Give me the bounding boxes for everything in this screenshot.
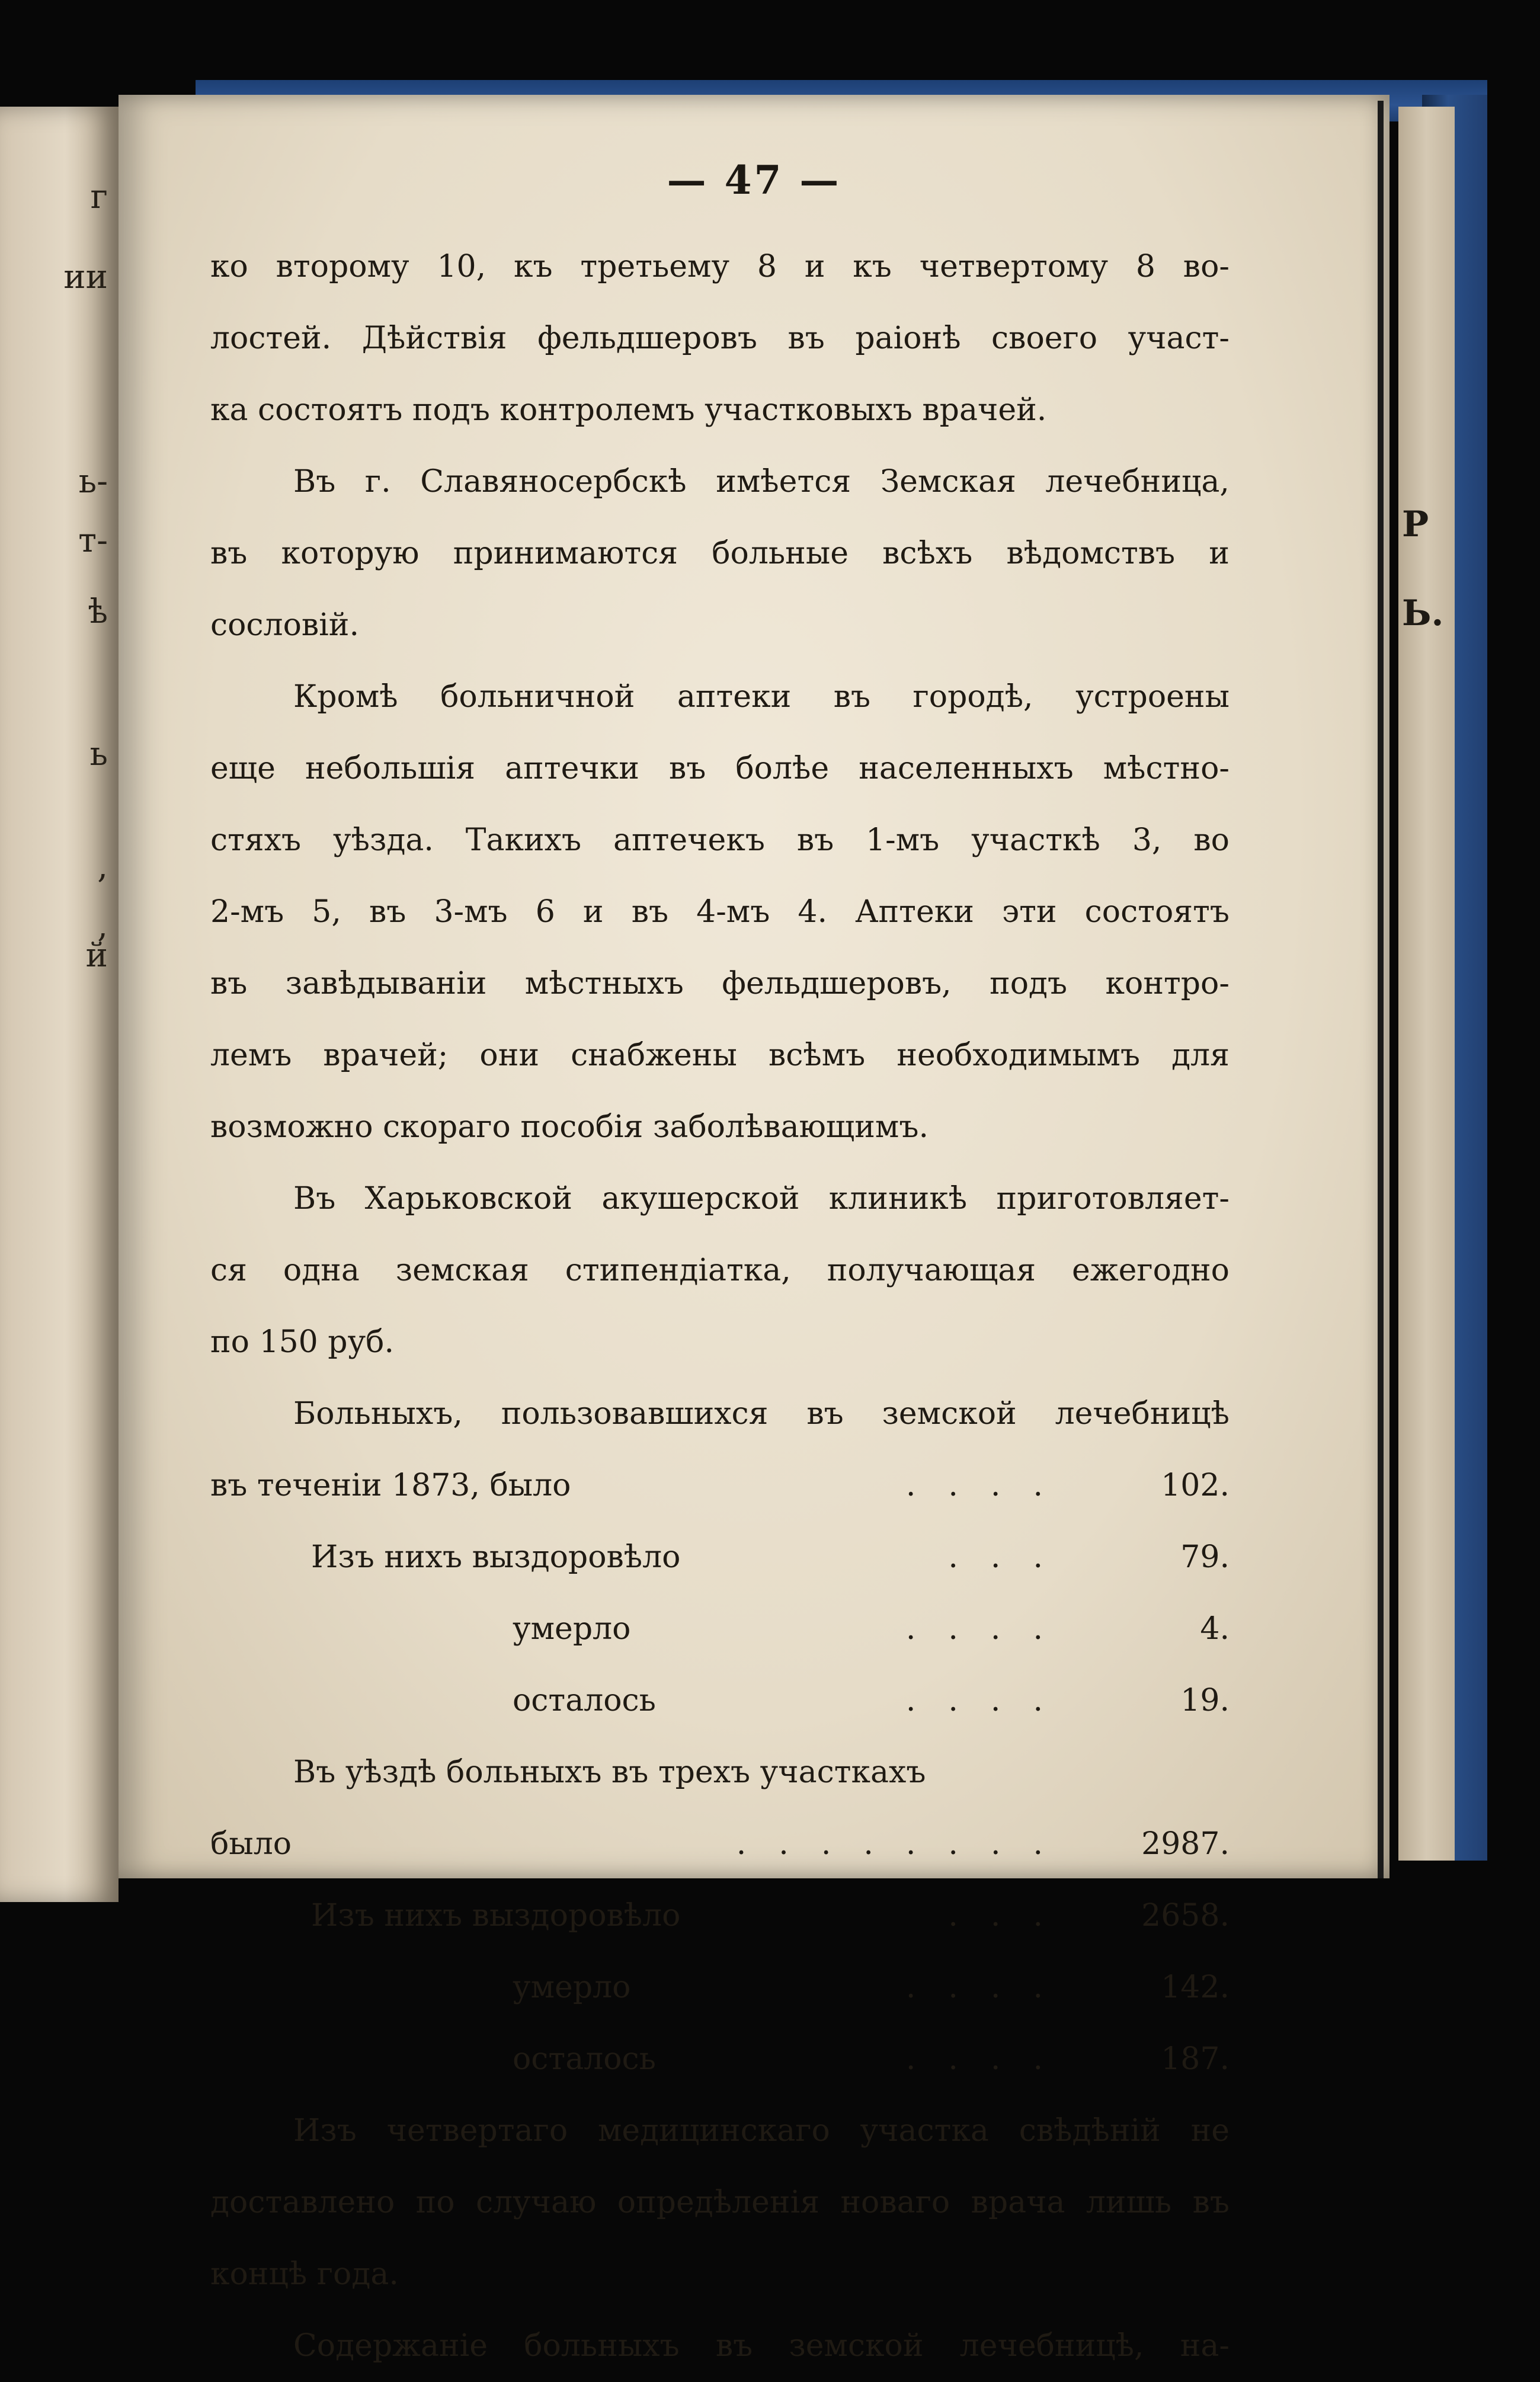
left-page-fragment: г [90, 178, 108, 216]
word: аптечки [505, 751, 639, 786]
word: новаго [840, 2185, 950, 2220]
word: аптечекъ [613, 822, 765, 858]
word: врачей; [323, 1038, 449, 1073]
word: Харьковской [364, 1181, 572, 1216]
word: третьему [580, 249, 730, 284]
next-page-fragment: Ь. [1402, 593, 1444, 634]
leader-dots: .... [905, 1970, 1075, 2005]
word: Земская [880, 464, 1016, 500]
word: участ- [1128, 321, 1230, 356]
stats-value: 2987. [1141, 1826, 1230, 1862]
word: 3, [1132, 822, 1162, 858]
stats-value: 2658. [1141, 1898, 1230, 1933]
word: городѣ, [913, 679, 1033, 715]
stats-row [210, 2024, 1230, 2095]
word: пользовавшихся [501, 1396, 769, 1432]
page-text [210, 231, 1230, 2382]
word: въ [1192, 2185, 1230, 2220]
word: мѣстно- [1103, 751, 1230, 786]
word: 8 [757, 249, 777, 284]
word: Въ [293, 464, 336, 500]
word: четвертаго [386, 2113, 568, 2149]
stats-value: 19. [1180, 1683, 1230, 1718]
word: опредѣленія [617, 2185, 820, 2220]
text-line: концѣ года. [210, 2256, 399, 2292]
stats-label: умерло [513, 1611, 631, 1647]
word: ежегодно [1072, 1253, 1230, 1288]
leader-dots: .... [905, 1468, 1075, 1503]
word: въ [369, 894, 406, 930]
word: 8 [1135, 249, 1155, 284]
word: въ [668, 751, 706, 786]
word: ся [210, 1253, 247, 1288]
word: къ [513, 249, 553, 284]
word: 6 [535, 894, 555, 930]
text-line [210, 1235, 1230, 1307]
word: фельдшеровъ, [722, 966, 952, 1001]
stats-row [210, 1450, 1230, 1522]
stats-row [210, 1952, 1230, 2024]
word: не [1190, 2113, 1230, 2149]
next-page-edge [1398, 107, 1455, 1861]
word: 1-мъ [866, 822, 940, 858]
left-page-fragment: , [97, 907, 108, 945]
word: 10, [437, 249, 486, 284]
word: еще [210, 751, 276, 786]
word: Больныхъ, [293, 1396, 463, 1432]
stats-row [210, 1808, 1230, 1880]
word: для [1171, 1038, 1230, 1073]
text-line [210, 1378, 1230, 1450]
word: въ [715, 2328, 753, 2364]
word: которую [281, 536, 420, 571]
word: они [479, 1038, 540, 1073]
word: эти [1001, 894, 1057, 930]
stats-value: 4. [1200, 1611, 1230, 1647]
stats-label: Изъ нихъ выздоровѣло [311, 1898, 681, 1933]
text-line [210, 661, 1230, 733]
word: свѣдѣній [1019, 2113, 1161, 2149]
word: принимаются [453, 536, 678, 571]
word: всѣмъ [768, 1038, 866, 1073]
word: своего [991, 321, 1098, 356]
stats-label: умерло [513, 1970, 631, 2005]
word: земская [395, 1253, 529, 1288]
word: лечебница, [1045, 464, 1230, 500]
word: и [1209, 536, 1230, 571]
stats-label: осталось [513, 2041, 656, 2077]
word: въ [806, 1396, 844, 1432]
leader-dots: ... [948, 1898, 1075, 1933]
word: лемъ [210, 1038, 292, 1073]
word: фельдшеровъ [537, 321, 757, 356]
word: земской [882, 1396, 1017, 1432]
leader-dots: .... [905, 1683, 1075, 1718]
word: въ [796, 822, 834, 858]
word: на- [1180, 2328, 1230, 2364]
word: 4. [798, 894, 828, 930]
text-line [210, 231, 1230, 303]
text-line [210, 1163, 1230, 1235]
text-line [210, 2167, 1230, 2239]
text-line: ка состоятъ подъ контролемъ участковыхъ врачей. [210, 392, 1047, 428]
word: Дѣйствія [361, 321, 507, 356]
stats-label: было [210, 1826, 292, 1862]
word: Кромѣ [293, 679, 398, 715]
left-page-fragment: т- [78, 521, 108, 560]
left-page-fragment: ии [63, 258, 108, 296]
word: приготовляет- [996, 1181, 1230, 1216]
word: четвертому [919, 249, 1109, 284]
word: лечебницѣ [1055, 1396, 1230, 1432]
word: больные [712, 536, 849, 571]
word: 3-мъ [434, 894, 508, 930]
word: клиникѣ [828, 1181, 968, 1216]
text-line [210, 303, 1230, 374]
word: и [804, 249, 825, 284]
word: во- [1183, 249, 1230, 284]
left-page-fragment: ь- [78, 462, 108, 501]
word: участкѣ [971, 822, 1100, 858]
word: по [415, 2185, 455, 2220]
word: больничной [440, 679, 635, 715]
word: Аптеки [855, 894, 974, 930]
stats-label: осталось [513, 1683, 656, 1718]
word: Славяносербскѣ [420, 464, 687, 500]
word: Изъ [293, 2113, 357, 2149]
text-line [210, 1020, 1230, 1091]
word: подъ [990, 966, 1068, 1001]
word: стяхъ [210, 822, 302, 858]
next-page-fragment: Р [1402, 504, 1429, 545]
stats-label: Изъ нихъ выздоровѣло [311, 1539, 681, 1575]
word: врача [971, 2185, 1065, 2220]
stats-value: 142. [1161, 1970, 1230, 2005]
word: больныхъ [524, 2328, 680, 2364]
text-line [210, 2095, 1230, 2167]
word: состоятъ [1084, 894, 1230, 930]
word: лечебницѣ, [959, 2328, 1144, 2364]
word: получающая [827, 1253, 1036, 1288]
word: необходимымъ [897, 1038, 1141, 1073]
text-line: Въ уѣздѣ больныхъ въ трехъ участкахъ [293, 1755, 926, 1790]
word: и [582, 894, 604, 930]
text-line: по 150 руб. [210, 1324, 394, 1360]
word: одна [283, 1253, 360, 1288]
page-number: — 47 — [667, 157, 841, 203]
text-line: возможно скораго пособія заболѣвающимъ. [210, 1109, 929, 1145]
word: Такихъ [465, 822, 582, 858]
word: въ [787, 321, 825, 356]
word: снабжены [571, 1038, 737, 1073]
word: населенныхъ [859, 751, 1074, 786]
leader-dots: .... [905, 1611, 1075, 1647]
text-line [210, 948, 1230, 1020]
text-line [210, 518, 1230, 590]
word: лишь [1086, 2185, 1172, 2220]
word: случаю [475, 2185, 597, 2220]
text-line [210, 805, 1230, 876]
text-line [210, 733, 1230, 805]
left-page-fragment: ь [89, 735, 108, 773]
left-page-fragment: , [97, 847, 108, 886]
word: болѣе [735, 751, 830, 786]
word: къ [853, 249, 892, 284]
word: ко [210, 249, 248, 284]
book-page [119, 95, 1389, 2364]
word: въ [210, 536, 248, 571]
text-line [210, 2310, 1230, 2382]
word: мѣстныхъ [524, 966, 684, 1001]
stats-row [210, 1522, 1230, 1593]
word: земской [789, 2328, 924, 2364]
word: аптеки [677, 679, 792, 715]
stats-value: 79. [1180, 1539, 1230, 1575]
word: уѣзда. [333, 822, 434, 858]
text-line: сословій. [210, 607, 359, 643]
stats-value: 187. [1161, 2041, 1230, 2077]
word: устроены [1075, 679, 1230, 715]
word: 5, [312, 894, 341, 930]
stats-label: въ теченіи 1873, было [210, 1468, 571, 1503]
word: стипендіатка, [565, 1253, 791, 1288]
stats-row [210, 1593, 1230, 1665]
word: во [1193, 822, 1230, 858]
page-edge-shadow [1378, 101, 1384, 1878]
word: завѣдываніи [285, 966, 487, 1001]
word: участка [860, 2113, 989, 2149]
stats-row [210, 1880, 1230, 1952]
word: раіонѣ [855, 321, 961, 356]
leader-dots: .... [905, 2041, 1075, 2077]
previous-page-edge [0, 107, 119, 1902]
leader-dots: ... [948, 1539, 1075, 1575]
text-line [210, 876, 1230, 948]
left-page-fragment: й [85, 936, 108, 975]
word: 2-мъ [210, 894, 284, 930]
leader-dots: ........ [736, 1826, 1075, 1862]
word: всѣхъ [882, 536, 973, 571]
word: контро- [1105, 966, 1230, 1001]
word: г. [364, 464, 391, 500]
word: акушерской [601, 1181, 800, 1216]
word: небольшія [305, 751, 476, 786]
word: въ [631, 894, 669, 930]
word: медицинскаго [597, 2113, 830, 2149]
stats-row [210, 1665, 1230, 1737]
word: въ [210, 966, 248, 1001]
word: второму [276, 249, 409, 284]
left-page-fragment: ѣ [88, 593, 108, 631]
stats-value: 102. [1161, 1468, 1230, 1503]
word: Содержаніе [293, 2328, 488, 2364]
text-line [210, 446, 1230, 518]
word: имѣется [716, 464, 851, 500]
word: вѣдомствъ [1006, 536, 1176, 571]
word: лостей. [210, 321, 332, 356]
word: доставлено [210, 2185, 395, 2220]
word: 4-мъ [696, 894, 770, 930]
word: въ [833, 679, 871, 715]
word: Въ [293, 1181, 336, 1216]
